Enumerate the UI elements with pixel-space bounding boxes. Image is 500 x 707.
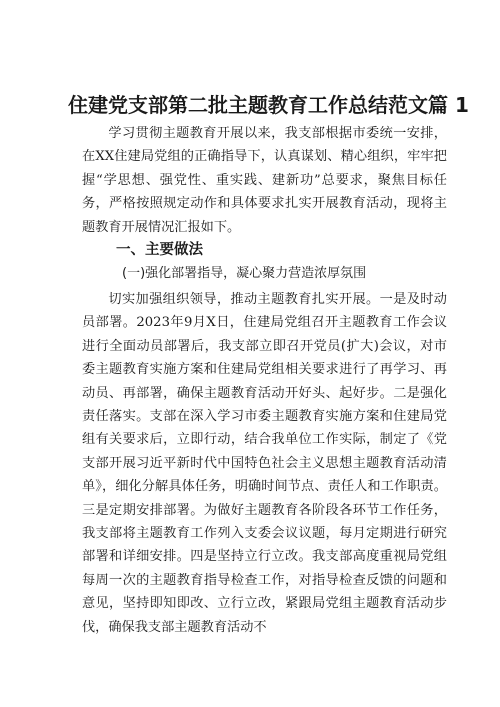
document-title: 住建党支部第二批主题教育工作总结范文篇 1 — [68, 93, 469, 117]
section-body-block — [82, 288, 447, 639]
subsection-heading: (一)强化部署指导，凝心聚力营造浓厚氛围 — [122, 266, 367, 281]
intro-paragraph-block — [82, 122, 447, 239]
intro-paragraph: 学习贯彻主题教育开展以来，我支部根据市委统一安排，在XX住建局党组的正确指导下，认真谋划、精心组织，牢牢把握“学思想、强党性、重实践、建新功”总要求，聚焦目标任务，严格按照规定动作和具体要求扎实开展教育活动，现将主题教育开展情况汇报如下。 — [82, 126, 447, 235]
section-heading: 一、主要做法 — [116, 242, 203, 258]
section-paragraph: 切实加强组织领导，推动主题教育扎实开展。一是及时动员部署。2023年9月X日，住建局党组召开主题教育工作会议进行全面动员部署后，我支部立即召开党员(扩大)会议，对市委主题教育实施方案和住建局党组相关要求进行了再学习、再动员、再部署，确保主题教育活动开好头、起好步。二是强化责任落实。支部在深入学习市委主题教育实施方案和住建局党组有关要求后，立即行动，结合我单位工作实际，制定了《党支部开展习近平新时代中国特色社会主义思想主题教育活动清单》，细化分解具体任务，明确时间节点、责任人和工作职责。三是定期安排部署。为做好主题教育各阶段各环节工作任务，我支部将主题教育工作列入支委会议议题，每月定期进行研究部署和详细安排。四是坚持立行立改。我支部高度重视局党组每周一次的主题教育指导检查工作，对指导检查反馈的问题和意见，坚持即知即改、立行立改，紧跟局党组主题教育活动步伐，确保我支部主题教育活动不 — [82, 292, 447, 635]
